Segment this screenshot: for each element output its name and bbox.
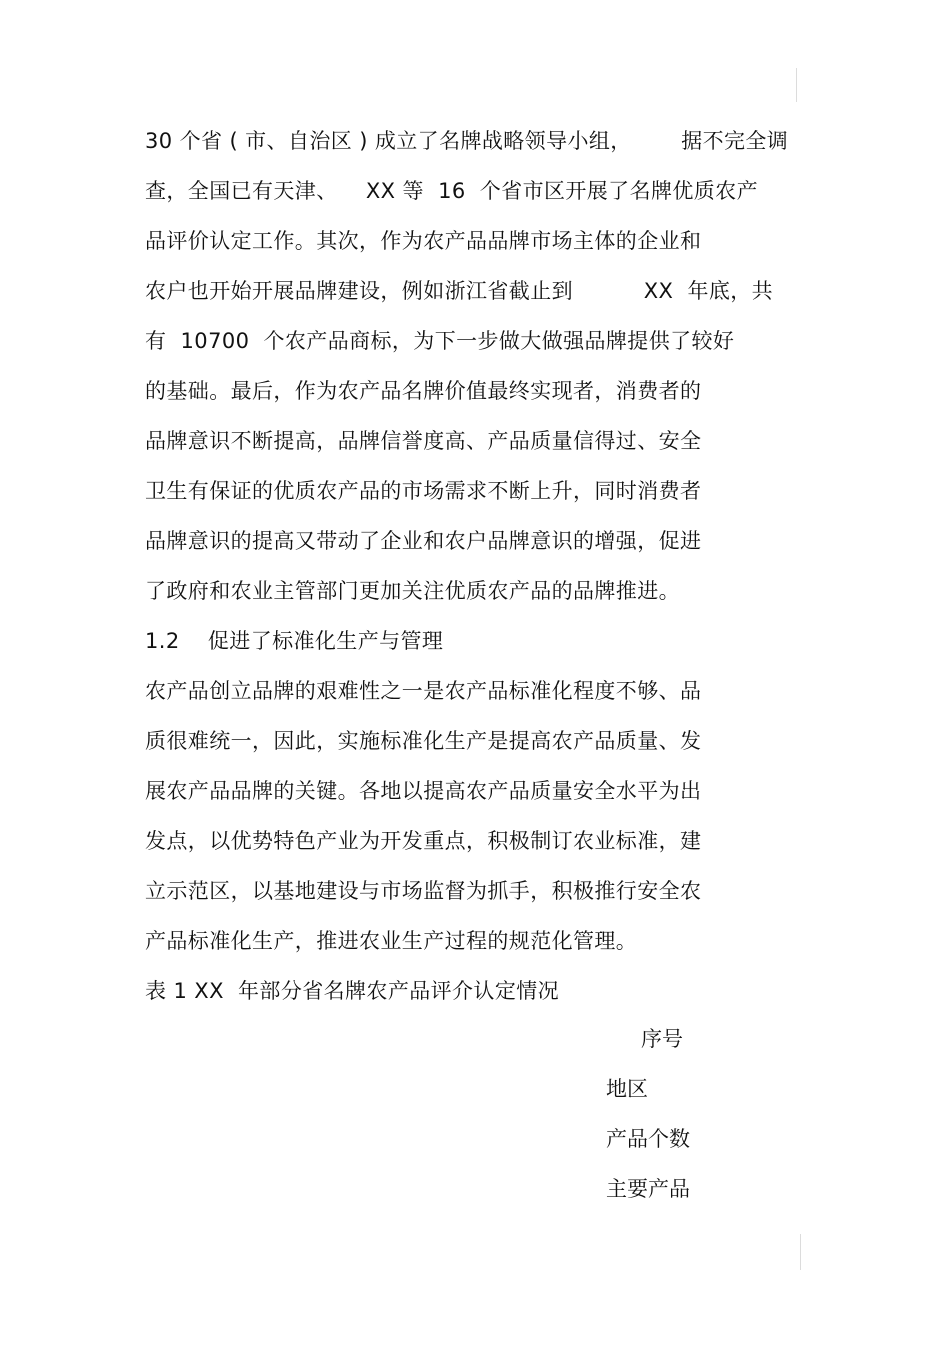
paragraph-line: 品评价认定工作。其次，作为农产品品牌市场主体的企业和 (145, 229, 702, 253)
paragraph-line: 卫生有保证的优质农产品的市场需求不断上升，同时消费者 (145, 479, 702, 503)
table-header-main-products: 主要产品 (606, 1177, 690, 1201)
paragraph-line: 展农产品品牌的关键。各地以提高农产品质量安全水平为出 (145, 779, 702, 803)
table-header-index: 序号 (641, 1027, 683, 1051)
table-header-region: 地区 (606, 1077, 648, 1101)
section-heading: 1.2 促进了标准化生产与管理 (145, 629, 444, 653)
paragraph-line: 的基础。最后，作为农产品名牌价值最终实现者，消费者的 (145, 379, 702, 403)
paragraph-line: 农户也开始开展品牌建设，例如浙江省截止到 XX 年底，共 (145, 279, 774, 303)
paragraph-line: 发点，以优势特色产业为开发重点，积极制订农业标准，建 (145, 829, 702, 853)
paragraph-line: 品牌意识不断提高，品牌信誉度高、产品质量信得过、安全 (145, 429, 702, 453)
paragraph-line: 30 个省 ( 市、自治区 ) 成立了名牌战略领导小组， 据不完全调 (145, 129, 789, 153)
paragraph-line: 品牌意识的提高又带动了企业和农户品牌意识的增强，促进 (145, 529, 702, 553)
paragraph-line: 产品标准化生产，推进农业生产过程的规范化管理。 (145, 929, 638, 953)
paragraph-line: 了政府和农业主管部门更加关注优质农产品的品牌推进。 (145, 579, 680, 603)
paragraph-line: 农产品创立品牌的艰难性之一是农产品标准化程度不够、品 (145, 679, 702, 703)
paragraph-line: 立示范区，以基地建设与市场监督为抓手，积极推行安全农 (145, 879, 702, 903)
table-header-product-count: 产品个数 (606, 1127, 690, 1151)
table-caption: 表 1 XX 年部分省名牌农产品评介认定情况 (145, 979, 560, 1003)
paragraph-line: 有 10700 个农产品商标，为下一步做大做强品牌提供了较好 (145, 329, 735, 353)
page-edge-mark-top (796, 68, 797, 102)
page-edge-mark-bottom (800, 1234, 801, 1270)
paragraph-line: 查，全国已有天津、 XX 等 16 个省市区开展了名牌优质农产 (145, 179, 758, 203)
paragraph-line: 质很难统一，因此，实施标准化生产是提高农产品质量、发 (145, 729, 702, 753)
